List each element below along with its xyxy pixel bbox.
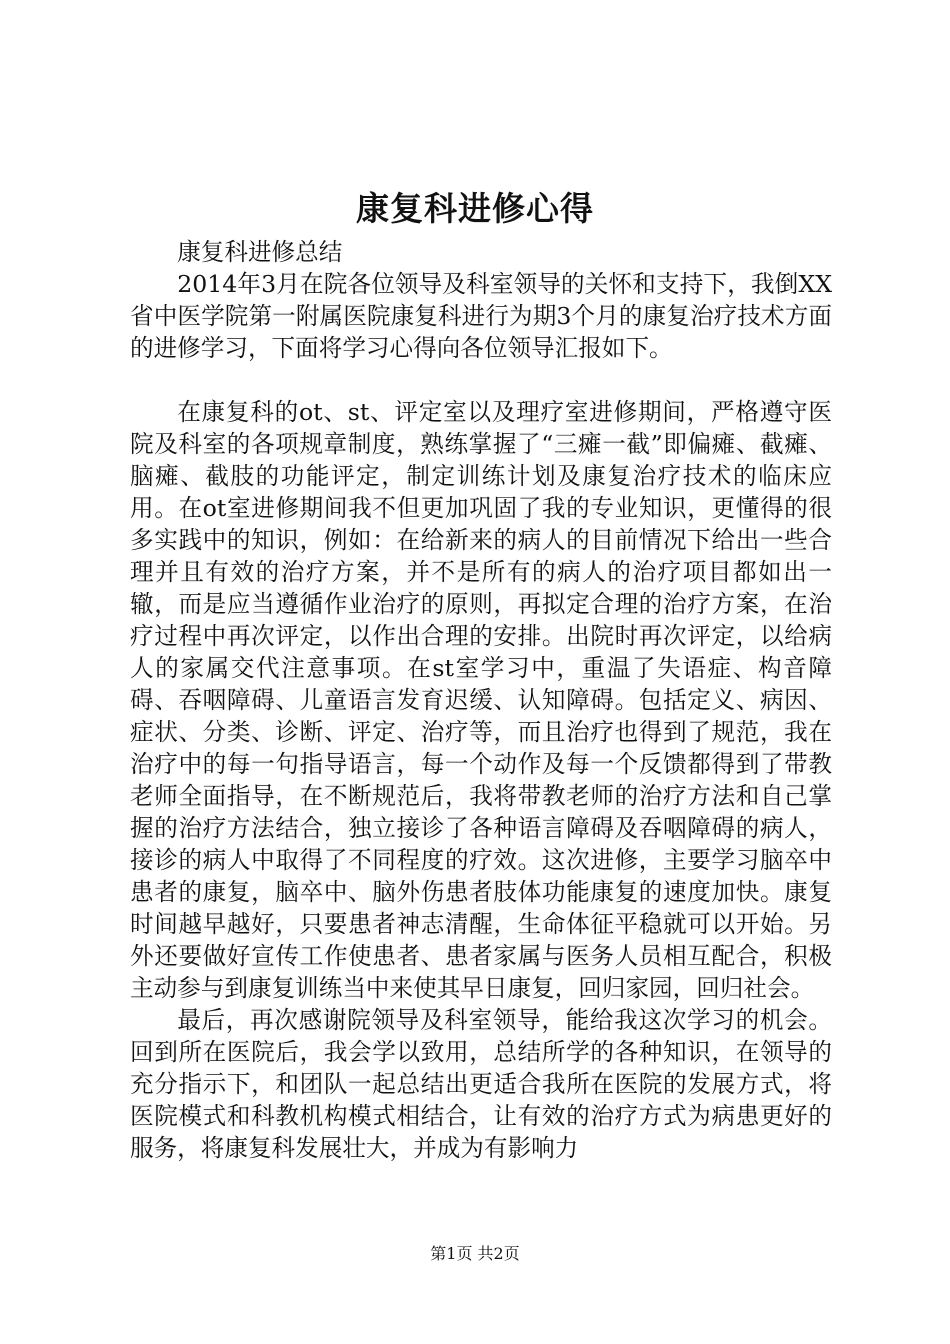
paragraph-closing: 最后，再次感谢院领导及科室领导，能给我这次学习的机会。回到所在医院后，我会学以致用，总结所学的各种知识，在领导的充分指示下，和团队一起总结出更适合我所在医院的发展方式，将医院模式和科教机构模式相结合，让有效的治疗方式为病患更好的服务，将康复科发展壮大，并成为有影响力 xyxy=(130,1006,832,1162)
document-body xyxy=(130,236,832,1164)
document-title: 康复科进修心得 xyxy=(356,189,594,228)
paragraph-main: 在康复科的ot、st、评定室以及理疗室进修期间，严格遵守医院及科室的各项规章制度，熟练掌握了“三瘫一截”即偏瘫、截瘫、脑瘫、截肢的功能评定，制定训练计划及康复治疗技术的临床应用。在ot室进修期间我不但更加巩固了我的专业知识，更懂得的很多实践中的知识，例如：在给新来的病人的目前情况下给出一些合理并且有效的治疗方案，并不是所有的病人的治疗项目都如出一辙，而是应当遵循作业治疗的原则，再拟定合理的治疗方案，在治疗过程中再次评定，以作出合理的安排。出院时再次评定，以给病人的家属交代注意事项。在st室学习中，重温了失语症、构音障碍、吞咽障碍、儿童语言发育迟缓、认知障碍。包括定义、病因、症状、分类、诊断、评定、治疗等，而且治疗也得到了规范，我在治疗中的每一句指导语言，每一个动作及每一个反馈都得到了带教老师全面指导，在不断规范后，我将带教老师的治疗方法和自己掌握的治疗方法结合，独立接诊了各种语言障碍及吞咽障碍的病人，接诊的病人中取得了不同程度的疗效。这次进修，主要学习脑卒中患者的康复，脑卒中、脑外伤患者肢体功能康复的速度加快。康复时间越早越好，只要患者神志清醒，生命体征平稳就可以开始。另外还要做好宣传工作使患者、患者家属与医务人员相互配合，积极主动参与到康复训练当中来使其早日康复，回归家园，回归社会。 xyxy=(130,398,832,1002)
paragraph-subtitle: 康复科进修总结 xyxy=(177,238,343,266)
paragraph-blank xyxy=(130,364,832,396)
page-footer: 第1页 共2页 xyxy=(430,1244,520,1263)
paragraph-intro: 2014年3月在院各位领导及科室领导的关怀和支持下，我倒XX省中医学院第一附属医院康复科进行为期3个月的康复治疗技术方面的进修学习，下面将学习心得向各位领导汇报如下。 xyxy=(130,270,832,362)
